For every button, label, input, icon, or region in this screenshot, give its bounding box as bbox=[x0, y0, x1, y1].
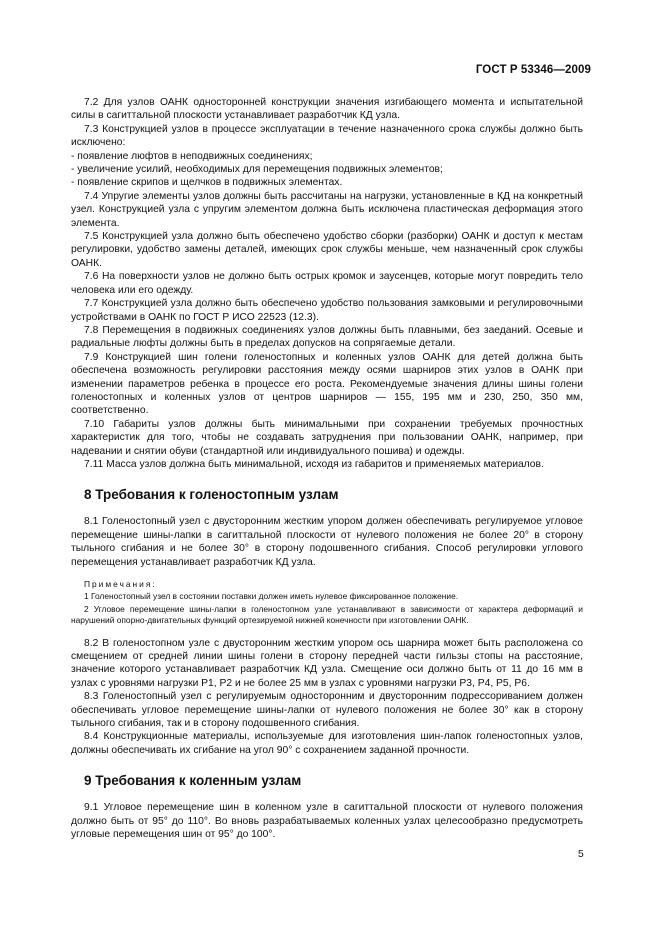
section-8-heading: 8 Требования к голеностопным узлам bbox=[84, 487, 339, 503]
list-item: - появление скрипов и щелчков в подвижных элементах. bbox=[71, 177, 343, 189]
clause-7-3: 7.3 Конструкцией узлов в процессе эксплуатации в течение назначенного срока службы должно быть исключено: bbox=[71, 123, 583, 149]
note-1: 1 Голеностопный узел в состоянии поставки должен иметь нулевое фиксированное положение. bbox=[84, 591, 459, 601]
clause-7-2: 7.2 Для узлов ОАНК односторонней конструкции значения изгибающего момента и испытательной силы в сагиттальной плоскости устанавливает разработчик КД узла. bbox=[71, 97, 583, 122]
clause-7-8: 7.8 Перемещения в подвижных соединениях узлов должны быть плавными, без заеданий. Осевые и радиальные люфты должны быть в пределах допусков на сопрягаемые детали. bbox=[71, 324, 583, 350]
clause-7-10: 7.10 Габариты узлов должны быть минимальными при сохранении требуемых прочностных характеристик для того, чтобы не создавать затруднения при пользовании ОАНК, например, при надевании и снятии обуви (стандартной или индивидуального пошива) и одежды. bbox=[71, 418, 583, 457]
page-number: 5 bbox=[578, 849, 584, 860]
clause-7-6: 7.6 На поверхности узлов не должно быть острых кромок и заусенцев, которые могут повредить тело человека или его одежду. bbox=[71, 271, 583, 296]
document-body bbox=[71, 96, 583, 841]
clause-9-1: 9.1 Угловое перемещение шин в коленном узле в сагиттальной плоскости от нулевого положения должно быть от 95° до 110°. Во вновь разрабатываемых коленных узлах целесообразно предусмотреть угловые перемещения шин от 95° до 100°. bbox=[71, 802, 583, 841]
clause-7-5: 7.5 Конструкцией узла должно быть обеспечено удобство сборки (разборки) ОАНК и доступ к местам регулировки, удобство замены деталей, имеющих срок службы меньше, чем назначенный срок службы ОАНК. bbox=[71, 231, 583, 269]
clause-8-3: 8.3 Голеностопный узел с регулируемым односторонним и двусторонним подрессориванием должен обеспечивать угловое перемещение шины-лапки от нулевого положения не более 30° как в сторону тыльного сгибания, так и в сторону подошвенного сгибания. bbox=[71, 691, 583, 730]
clause-8-2: 8.2 В голеностопном узле с двусторонним жестким упором ось шарнира может быть расположена со смещением от средней линии шины голени в сторону передней части гильзы стопы на расстояние, значение которого устанавливает разработчик КД узла. Смещение оси должно быть от 11 до 16 мм в узлах с уровнями нагрузки Р1, Р2 и не более 25 мм в узлах с уровнями нагрузки Р3, Р4, Р5, Р6. bbox=[71, 637, 583, 689]
clause-7-4: 7.4 Упругие элементы узлов должны быть рассчитаны на нагрузки, установленные в КД на конкретный узел. Конструкцией узла с упругим элементом должна быть исключена пластическая деформация этого элемента. bbox=[71, 190, 583, 229]
clause-7-9: 7.9 Конструкцией шин голени голеностопных и коленных узлов ОАНК для детей должна быть обеспечена возможность регулировки расстояния между осями шарниров этих узлов в ОАНК при изменении параметров ребенка в процессе его роста. Рекомендуемые значения длины шины голени голеностопных и коленных узлов от центров шарниров — 155, 195 мм и 230, 250, 350 мм, соответственно. bbox=[71, 351, 583, 417]
standard-header: ГОСТ Р 53346—2009 bbox=[475, 64, 591, 76]
note-2: 2 Угловое перемещение шины-лапки в голеностопном узле устанавливают в зависимости от характера деформаций и нарушений опорно-двигательных функций ортезируемой нижней конечности при изготовлении ОАНК. bbox=[71, 604, 583, 626]
notes-title: Примечания: bbox=[84, 579, 157, 589]
clause-7-11: 7.11 Масса узлов должна быть минимальной, исходя из габаритов и применяемых материалов. bbox=[84, 458, 544, 470]
section-9-heading: 9 Требования к коленным узлам bbox=[84, 773, 302, 789]
clause-7-7: 7.7 Конструкцией узла должно быть обеспечено удобство пользования замковыми и регулировочными устройствами в ОАНК по ГОСТ Р ИСО 22523 (12.3). bbox=[71, 298, 583, 323]
clause-8-1: 8.1 Голеностопный узел с двусторонним жестким упором должен обеспечивать регулируемое угловое перемещение шины-лапки в сагиттальной плоскости от нулевого положения не более 20° в сторону тыльного сгибания и не более 30° в сторону подошвенного сгибания. Способ регулировки углового перемещения устанавливает разработчик КД узла. bbox=[71, 516, 583, 568]
list-item: - появление люфтов в неподвижных соединениях; bbox=[71, 150, 313, 162]
clause-8-4: 8.4 Конструкционные материалы, используемые для изготовления шин-лапок голеностопных узлов, должны обеспечивать их сгибание на угол 90° с сохранением заданной прочности. bbox=[71, 731, 583, 756]
list-item: - увеличение усилий, необходимых для перемещения подвижных элементов; bbox=[71, 164, 443, 176]
